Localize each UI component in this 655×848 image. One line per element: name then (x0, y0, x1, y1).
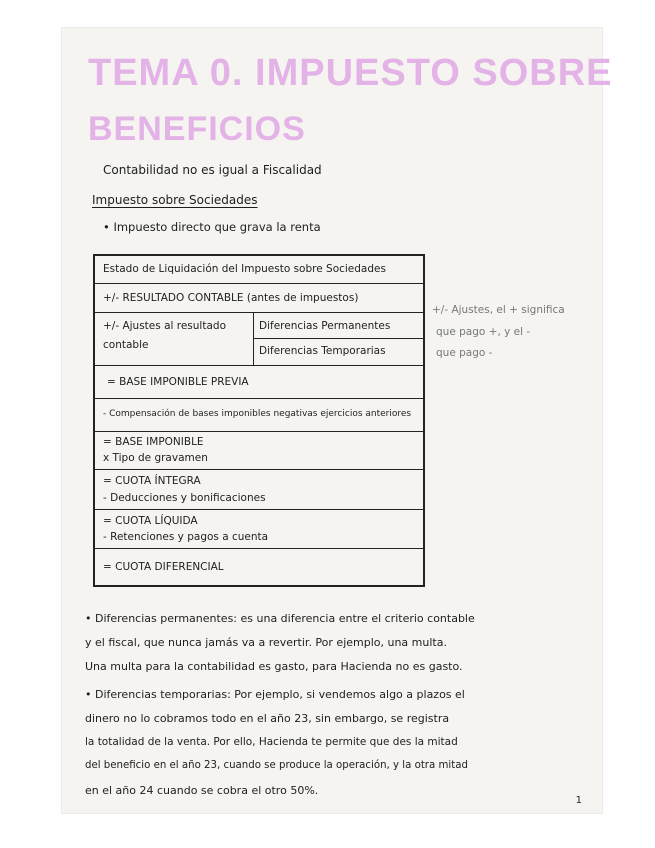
cuota-diferencial: = CUOTA DIFERENCIAL (103, 561, 224, 573)
table-row (95, 549, 423, 587)
paragraph-line: del beneficio en el año 23, cuando se produce la operación, y la otra mitad (85, 760, 468, 771)
base-imponible: = BASE IMPONIBLE (103, 436, 204, 448)
resultado-contable: +/- RESULTADO CONTABLE (antes de impuestos) (103, 292, 359, 304)
page-title-continuation: BENEFICIOS (88, 110, 306, 148)
page-mark: 1 (575, 795, 582, 806)
paragraph-line: Una multa para la contabilidad es gasto, para Hacienda no es gasto. (85, 660, 463, 673)
table-row (95, 399, 423, 432)
paragraph-line: en el año 24 cuando se cobra el otro 50%. (85, 784, 319, 797)
paragraph-line: y el fiscal, que nunca jamás va a revertir. Por ejemplo, una multa. (85, 636, 447, 649)
side-note-line: que pago - (436, 347, 493, 359)
ajustes-label: +/- Ajustes al resultado (103, 320, 226, 332)
cell-divider (253, 313, 254, 365)
tipo-gravamen: x Tipo de gravamen (103, 452, 208, 464)
cuota-integra: = CUOTA ÍNTEGRA (103, 475, 201, 487)
cuota-liquida: = CUOTA LÍQUIDA (103, 515, 198, 527)
side-note-line: +/- Ajustes, el + significa (432, 304, 565, 316)
table-row-ajustes (95, 313, 423, 366)
retenciones: - Retenciones y pagos a cuenta (103, 531, 269, 543)
table-header: Estado de Liquidación del Impuesto sobre Sociedades (103, 263, 386, 275)
compensacion-bases: - Compensación de bases imponibles negativas ejercicios anteriores (103, 409, 412, 419)
table-row (95, 510, 423, 549)
table-row (95, 284, 423, 313)
base-imponible-previa: = BASE IMPONIBLE PREVIA (107, 376, 249, 388)
diferencias-permanentes: Diferencias Permanentes (259, 320, 391, 332)
table-row (95, 432, 423, 470)
side-note-line: que pago +, y el - (436, 326, 531, 338)
section-bullet: • Impuesto directo que grava la renta (103, 220, 321, 234)
page-title: TEMA 0. IMPUESTO SOBRE (88, 52, 613, 94)
cell-divider (253, 338, 423, 339)
intro-text: Contabilidad no es igual a Fiscalidad (103, 163, 322, 177)
section-heading: Impuesto sobre Sociedades (92, 193, 258, 207)
diferencias-temporarias: Diferencias Temporarias (259, 345, 386, 357)
table-row (95, 470, 423, 510)
liquidation-table (93, 254, 425, 587)
table-header-row (95, 256, 423, 284)
paragraph-line: • Diferencias permanentes: es una diferencia entre el criterio contable (85, 612, 475, 625)
table-row (95, 366, 423, 399)
paragraph-line: dinero no lo cobramos todo en el año 23, sin embargo, se registra (85, 712, 450, 725)
paragraph-line: • Diferencias temporarias: Por ejemplo, si vendemos algo a plazos el (85, 688, 465, 701)
paragraph-line: la totalidad de la venta. Por ello, Hacienda te permite que des la mitad (85, 736, 458, 748)
ajustes-label-continuation: contable (103, 339, 149, 351)
deducciones: - Deducciones y bonificaciones (103, 492, 266, 504)
